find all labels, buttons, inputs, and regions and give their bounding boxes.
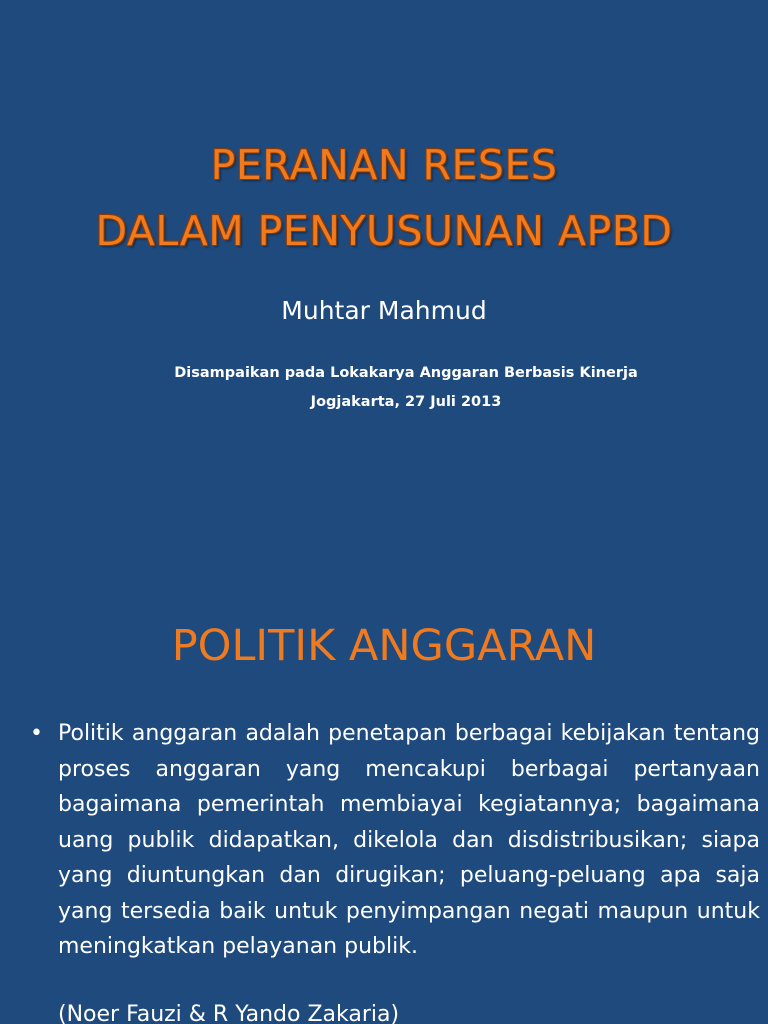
- slide-title-line-2: DALAM PENYUSUNAN APBD: [95, 207, 673, 255]
- content-slide: [0, 512, 768, 1024]
- event-description: Disampaikan pada Lokakarya Anggaran Berbasis Kinerja: [174, 365, 638, 381]
- bullet-list: [30, 716, 760, 965]
- citation: (Noer Fauzi & R Yando Zakaria): [58, 1002, 400, 1024]
- slide-heading: POLITIK ANGGARAN: [171, 621, 597, 671]
- event-location-date: Jogjakarta, 27 Juli 2013: [310, 394, 502, 410]
- bullet-item: [30, 716, 760, 965]
- slide-title-line-1: PERANAN RESES: [210, 141, 558, 189]
- bullet-text: Politik anggaran adalah penetapan berbagai kebijakan tentang proses anggaran yang mencakupi berbagai pertanyaan bagaimana pemerintah membiayai kegiatannya; bagaimana uang publik didapatkan, dikelola dan disdistribusikan; siapa yang diuntungkan dan dirugikan; peluang-peluang apa saja yang tersedia baik untuk penyimpangan negati maupun untuk meningkatkan pelayanan publik.: [58, 721, 760, 959]
- author-name: Muhtar Mahmud: [281, 296, 487, 325]
- bullet-marker: •: [30, 721, 43, 746]
